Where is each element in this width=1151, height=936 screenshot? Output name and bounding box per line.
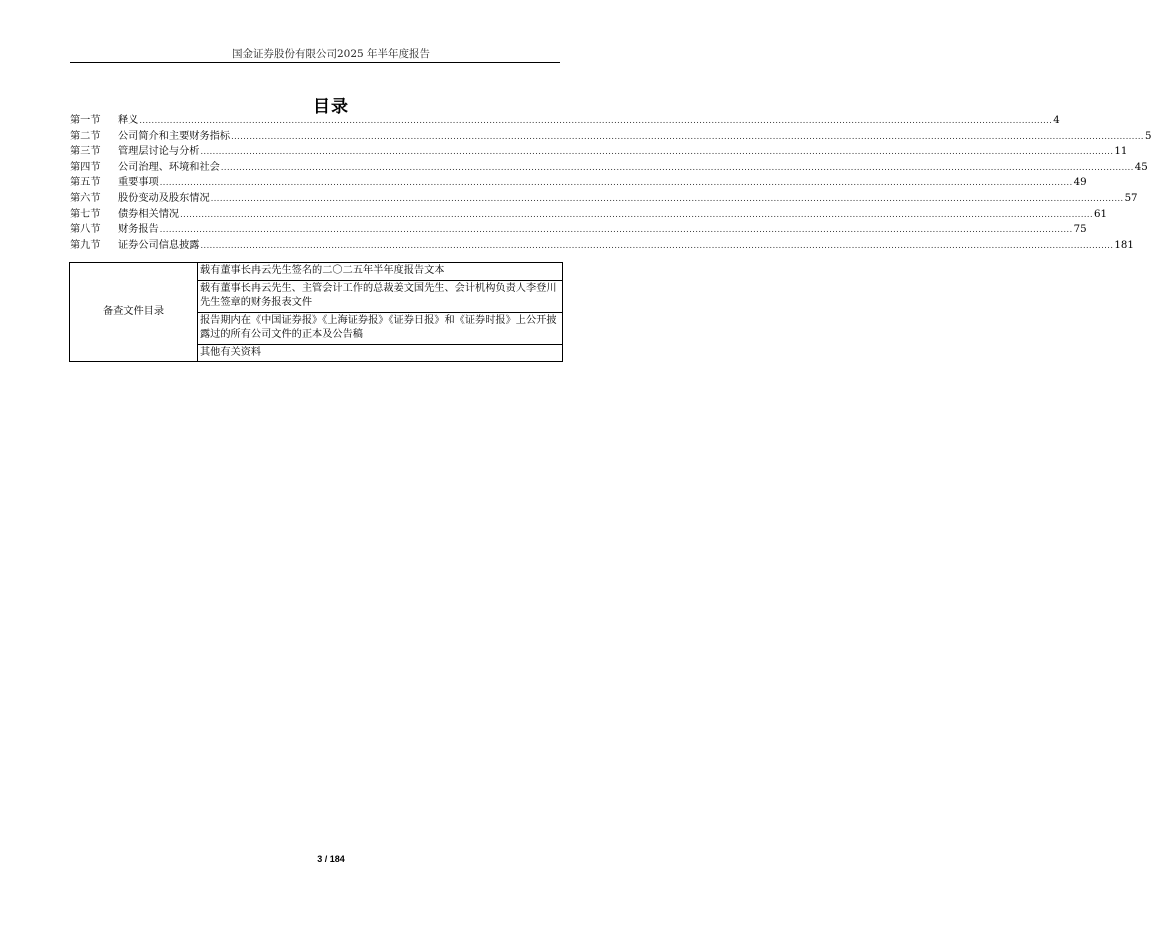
- toc-page-number: 181: [1114, 239, 1134, 251]
- reference-documents-label: 备查文件目录: [70, 263, 198, 362]
- reference-document-item: 报告期内在《中国证券报》《上海证券报》《证券日报》和《证券时报》上公开披露过的所有公司文件的正本及公告稿: [198, 312, 563, 344]
- toc-section-number: 第六节: [70, 192, 101, 204]
- toc-section-title: 公司治理、环境和社会: [118, 161, 220, 173]
- toc-section-number: 第三节: [70, 146, 101, 158]
- toc-section-number: 第一节: [70, 115, 101, 126]
- page-number: 3 / 184: [317, 854, 345, 864]
- toc-leader-dots: ............................................................................................................................................................................................................................................................................................................: [210, 193, 1124, 203]
- toc-leader-dots: ............................................................................................................................................................................................................................................................................................................: [200, 147, 1114, 157]
- toc-page-number: 11: [1114, 146, 1128, 158]
- toc-entry[interactable]: [70, 113, 1060, 129]
- toc-entry[interactable]: [70, 175, 1087, 191]
- toc-leader-dots: ............................................................................................................................................................................................................................................................................................................: [200, 240, 1114, 250]
- toc-page-number: 45: [1134, 161, 1148, 173]
- toc-page-number: 5: [1144, 130, 1151, 142]
- toc-entry[interactable]: [70, 207, 1107, 223]
- toc-section-number: 第五节: [70, 177, 101, 189]
- toc-leader-dots: ............................................................................................................................................................................................................................................................................................................: [139, 116, 1053, 125]
- toc-title: 目录: [313, 97, 349, 117]
- toc-page-number: 75: [1073, 224, 1087, 236]
- toc-entry[interactable]: [70, 160, 1148, 176]
- toc-section-title: 公司简介和主要财务指标: [118, 130, 231, 142]
- toc-page-number: 61: [1094, 208, 1107, 220]
- reference-documents-table: [69, 262, 563, 362]
- toc-section-title: 股份变动及股东情况: [118, 192, 210, 204]
- reference-document-item: 载有董事长冉云先生、主管会计工作的总裁姜文国先生、会计机构负责人李登川先生签章的财务报表文件: [198, 280, 563, 312]
- toc-section-title: 管理层讨论与分析: [118, 146, 200, 158]
- toc-section-title: 释义: [118, 115, 139, 126]
- toc-section-title: 证券公司信息披露: [118, 239, 200, 251]
- page-header: 国金证券股份有限公司2025 年半年度报告: [231, 48, 431, 60]
- reference-document-item: 载有董事长冉云先生签名的二〇二五年半年度报告文本: [198, 263, 563, 281]
- toc-section-title: 财务报告: [118, 224, 159, 236]
- toc-entry[interactable]: [70, 129, 1151, 145]
- table-row: [70, 263, 563, 281]
- toc-entry[interactable]: [70, 191, 1138, 207]
- toc-leader-dots: ............................................................................................................................................................................................................................................................................................................: [159, 225, 1073, 235]
- toc-entry[interactable]: [70, 238, 1134, 254]
- toc-section-title: 债券相关情况: [118, 208, 180, 220]
- toc-page-number: 4: [1053, 115, 1060, 126]
- toc-leader-dots: ............................................................................................................................................................................................................................................................................................................: [159, 178, 1073, 188]
- toc-page-number: 49: [1073, 177, 1087, 189]
- toc-page-number: 57: [1124, 192, 1138, 204]
- reference-document-item: 其他有关资料: [198, 344, 563, 362]
- toc-section-number: 第七节: [70, 208, 101, 220]
- toc-section-number: 第四节: [70, 161, 101, 173]
- header-divider: [70, 62, 560, 63]
- table-of-contents: [70, 113, 1151, 253]
- toc-section-title: 重要事项: [118, 177, 159, 189]
- toc-leader-dots: ............................................................................................................................................................................................................................................................................................................: [220, 162, 1134, 172]
- toc-section-number: 第九节: [70, 239, 101, 251]
- toc-leader-dots: ............................................................................................................................................................................................................................................................................................................: [231, 131, 1144, 141]
- toc-entry[interactable]: [70, 144, 1128, 160]
- toc-leader-dots: ............................................................................................................................................................................................................................................................................................................: [180, 209, 1094, 219]
- toc-section-number: 第八节: [70, 224, 101, 236]
- toc-section-number: 第二节: [70, 130, 101, 142]
- toc-entry[interactable]: [70, 222, 1087, 238]
